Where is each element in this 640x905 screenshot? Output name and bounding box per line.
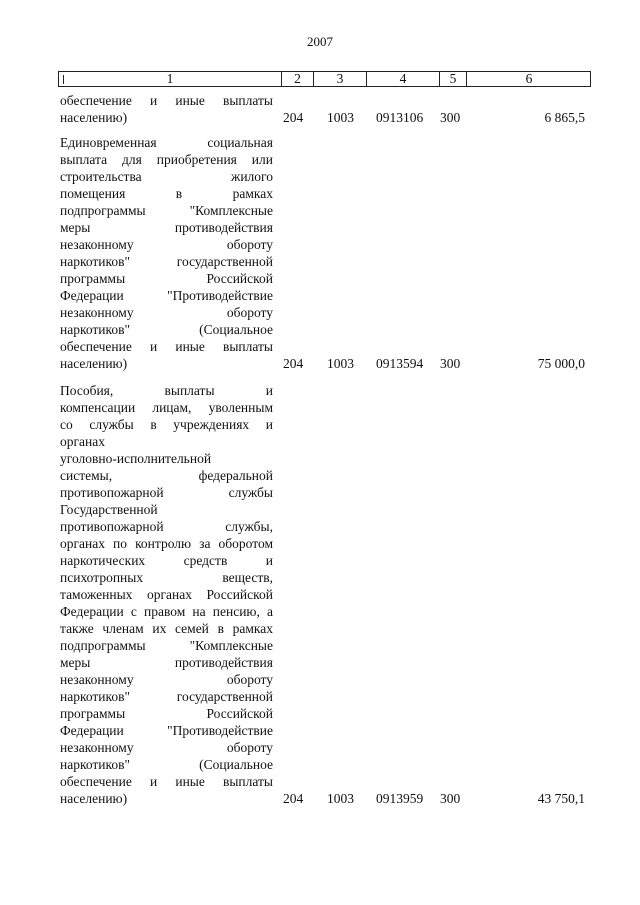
description-line: строительства жилого xyxy=(60,169,273,184)
description-line: компенсации лицам, уволенным xyxy=(60,400,273,415)
description-line: органах по контролю за оборотом xyxy=(60,536,273,551)
cell-col-2: 204 xyxy=(283,110,304,125)
cell-col-3: 1003 xyxy=(327,356,354,371)
header-col-2: 2 xyxy=(294,71,301,86)
cell-col-4: 0913106 xyxy=(376,110,424,125)
description-line: наркотиков" государственной xyxy=(60,254,273,269)
description-line: обеспечение и иные выплаты xyxy=(60,774,273,789)
description-line: органах xyxy=(60,434,105,449)
header-col-4: 4 xyxy=(399,71,407,86)
cell-col-6: 6 865,5 xyxy=(544,110,585,125)
description-line: населению) xyxy=(60,110,128,125)
description-line: Единовременная социальная xyxy=(60,135,273,150)
description-line: Федерации с правом на пенсию, а xyxy=(60,604,273,619)
description-line: помещения в рамках xyxy=(60,186,273,201)
description-line: наркотиков" государственной xyxy=(60,689,273,704)
cell-col-6: 75 000,0 xyxy=(537,356,585,371)
description-line: Пособия, выплаты и xyxy=(60,383,273,398)
cell-col-3: 1003 xyxy=(327,110,354,125)
description-line: незаконному обороту xyxy=(60,305,273,320)
description-line: подпрограммы "Комплексные xyxy=(60,638,273,653)
row-description xyxy=(60,92,273,126)
description-line: противопожарной службы xyxy=(60,485,273,500)
description-line: обеспечение и иные выплаты xyxy=(60,93,273,108)
description-line: населению) xyxy=(60,791,128,806)
cell-col-4: 0913959 xyxy=(376,791,424,806)
description-line: Федерации "Противодействие xyxy=(60,723,273,738)
description-line: таможенных органах Российской xyxy=(60,587,273,602)
description-line: психотропных веществ, xyxy=(60,570,273,585)
header-col-5: 5 xyxy=(449,71,457,86)
description-line: подпрограммы "Комплексные xyxy=(60,203,273,218)
table-header xyxy=(58,71,591,87)
header-col-3: 3 xyxy=(336,71,344,86)
row-description xyxy=(60,382,273,807)
description-line: меры противодействия xyxy=(60,220,273,235)
description-line: незаконному обороту xyxy=(60,740,273,755)
description-line: противопожарной службы, xyxy=(60,519,273,534)
cell-col-4: 0913594 xyxy=(376,356,424,371)
description-line: наркотиков" (Социальное xyxy=(60,322,273,337)
description-line: также членам их семей в рамках xyxy=(60,621,273,636)
page-number: 2007 xyxy=(307,34,333,49)
cell-col-6: 43 750,1 xyxy=(537,791,585,806)
description-line: незаконному обороту xyxy=(60,237,273,252)
description-line: уголовно-исполнительной xyxy=(60,451,212,466)
description-line: программы Российской xyxy=(60,706,273,721)
description-line: со службы в учреждениях и xyxy=(60,417,273,432)
description-line: выплата для приобретения или xyxy=(60,152,273,167)
description-line: обеспечение и иные выплаты xyxy=(60,339,273,354)
cell-col-2: 204 xyxy=(283,356,304,371)
header-col-1: 1 xyxy=(166,71,174,86)
description-line: наркотических средств и xyxy=(60,553,273,568)
cell-col-3: 1003 xyxy=(327,791,354,806)
row-description xyxy=(60,134,273,372)
description-line: системы, федеральной xyxy=(60,468,273,483)
cell-col-5: 300 xyxy=(440,110,461,125)
cell-col-5: 300 xyxy=(440,356,461,371)
description-line: населению) xyxy=(60,356,128,371)
description-line: Государственной xyxy=(60,502,158,517)
header-col-6: 6 xyxy=(525,71,533,86)
description-line: незаконному обороту xyxy=(60,672,273,687)
cell-col-2: 204 xyxy=(283,791,304,806)
description-line: программы Российской xyxy=(60,271,273,286)
description-line: наркотиков" (Социальное xyxy=(60,757,273,772)
description-line: Федерации "Противодействие xyxy=(60,288,273,303)
description-line: меры противодействия xyxy=(60,655,273,670)
cell-col-5: 300 xyxy=(440,791,461,806)
